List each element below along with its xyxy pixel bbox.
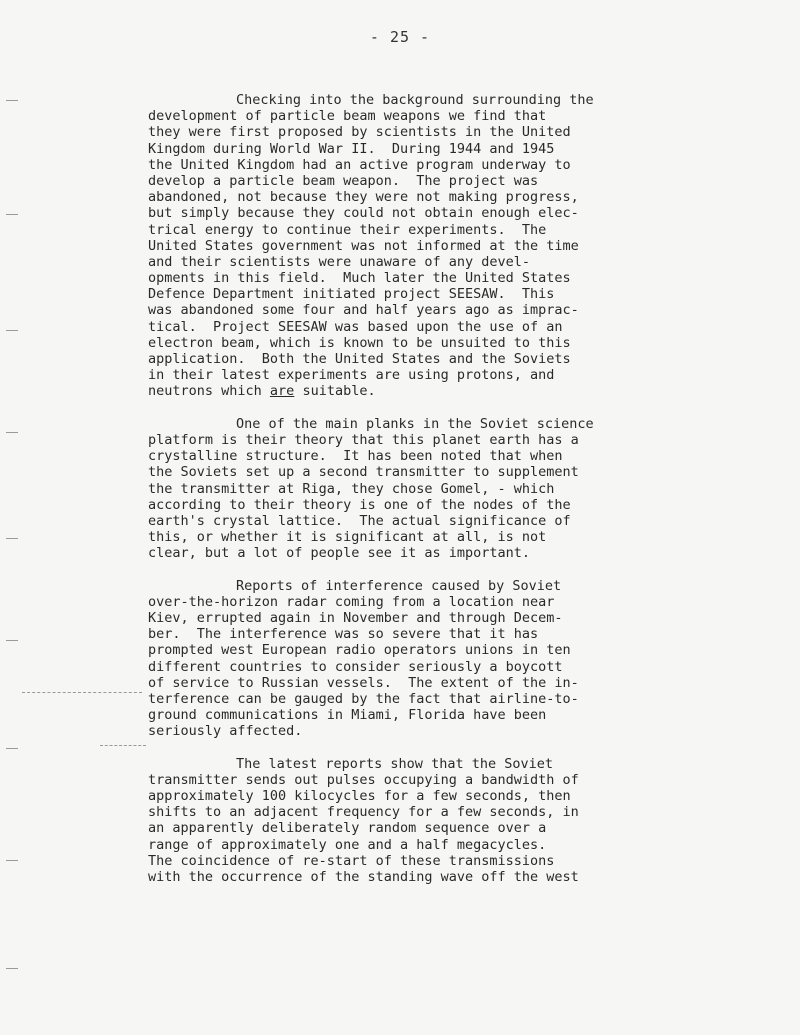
paragraph-gap <box>148 561 668 577</box>
text-line: prompted west European radio operators unions in ten <box>148 642 571 659</box>
text-line: opments in this field. Much later the United States <box>148 270 571 287</box>
text-line: the transmitter at Riga, they chose Gomel, - which <box>148 480 555 497</box>
text-line: Kingdom during World War II. During 1944 and 1945 <box>148 140 555 157</box>
scan-dash-mark <box>22 692 142 693</box>
underlined-word: are <box>269 383 295 400</box>
margin-tick <box>6 748 18 749</box>
text-line: of service to Russian vessels. The extent of the in- <box>148 674 579 691</box>
text-line: United States government was not informed at the time <box>148 237 579 254</box>
text-line: crystalline structure. It has been noted that when <box>148 448 563 465</box>
text-line: electron beam, which is known to be unsuited to this <box>148 334 571 351</box>
margin-tick <box>6 432 18 433</box>
text-line: The coincidence of re-start of these transmissions <box>148 852 555 869</box>
margin-tick <box>6 214 18 215</box>
text-line: an apparently deliberately random sequence over a <box>148 820 547 837</box>
margin-tick <box>6 640 18 641</box>
text-line: ber. The interference was so severe that it has <box>148 626 539 643</box>
text-line: Defence Department initiated project SEESAW. This <box>148 286 555 303</box>
text-line: development of particle beam weapons we find that <box>148 108 547 125</box>
text-line: The latest reports show that the Soviet <box>236 755 553 772</box>
text-line: over-the-horizon radar coming from a location near <box>148 593 555 610</box>
paragraph-gap <box>148 740 668 756</box>
text-line: platform is their theory that this planet earth has a <box>148 431 579 448</box>
text-line: but simply because they could not obtain enough elec- <box>148 205 579 222</box>
paragraph-gap <box>148 400 668 416</box>
scan-dash-mark <box>100 745 146 746</box>
text-line: earth's crystal lattice. The actual significance of <box>148 512 571 529</box>
text-line: with the occurrence of the standing wave off the west <box>148 869 579 885</box>
text-line: Reports of interference caused by Soviet <box>236 577 562 594</box>
page-number: - 25 - <box>369 28 431 46</box>
text-line: in their latest experiments are using protons, and <box>148 367 555 384</box>
text-line: clear, but a lot of people see it as important. <box>148 545 531 562</box>
text-line: Checking into the background surrounding the <box>236 92 594 108</box>
text-span: neutrons which <box>148 383 270 400</box>
text-line: application. Both the United States and the Soviets <box>148 351 571 367</box>
text-line: trical energy to continue their experiments. The <box>148 221 547 238</box>
paragraph-2 <box>148 416 668 562</box>
margin-tick <box>6 968 18 969</box>
text-line: approximately 100 kilocycles for a few seconds, then <box>148 788 571 805</box>
text-line: the United Kingdom had an active program underway to <box>148 156 571 173</box>
text-line: terference can be gauged by the fact that airline-to- <box>148 690 579 707</box>
text-line: ground communications in Miami, Florida have been <box>148 707 547 724</box>
text-line: was abandoned some four and half years ago as imprac- <box>148 302 579 319</box>
margin-tick <box>6 100 18 101</box>
text-line: tical. Project SEESAW was based upon the use of an <box>148 318 563 335</box>
margin-tick <box>6 860 18 861</box>
text-line: range of approximately one and a half megacycles. <box>148 836 547 853</box>
text-line: develop a particle beam weapon. The project was <box>148 172 539 189</box>
text-line: the Soviets set up a second transmitter to supplement <box>148 464 579 481</box>
text-line: One of the main planks in the Soviet science <box>236 415 594 432</box>
text-line: they were first proposed by scientists in the United <box>148 124 571 141</box>
paragraph-4 <box>148 756 668 886</box>
text-line: transmitter sends out pulses occupying a bandwidth of <box>148 771 579 788</box>
text-span: suitable. <box>294 383 376 400</box>
text-line: seriously affected. <box>148 723 303 740</box>
text-line: this, or whether it is significant at all, is not <box>148 529 547 546</box>
document-body <box>148 92 668 885</box>
text-line: Kiev, errupted again in November and through Decem- <box>148 610 563 626</box>
paragraph-1 <box>148 92 668 400</box>
text-line: shifts to an adjacent frequency for a few seconds, in <box>148 804 579 821</box>
paragraph-3 <box>148 578 668 740</box>
text-line: according to their theory is one of the nodes of the <box>148 496 571 513</box>
margin-tick <box>6 330 18 331</box>
text-line: abandoned, not because they were not making progress, <box>148 189 579 206</box>
text-line: different countries to consider seriously a boycott <box>148 658 563 675</box>
text-line: and their scientists were unaware of any devel- <box>148 253 531 270</box>
margin-tick <box>6 538 18 539</box>
text-line <box>148 383 668 399</box>
